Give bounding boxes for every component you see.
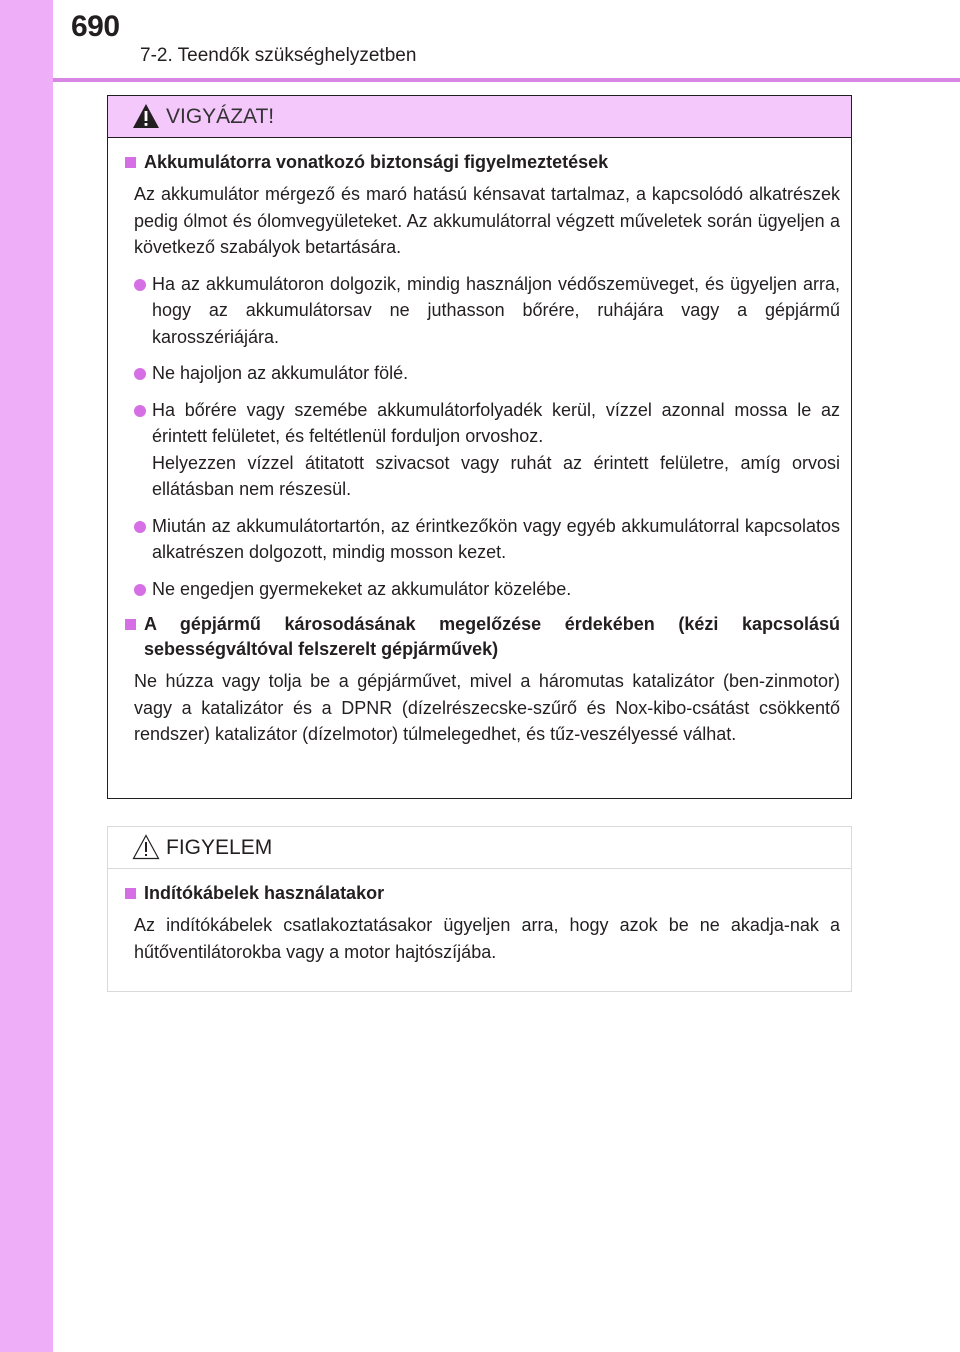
round-bullet-icon (134, 368, 146, 380)
round-bullet-icon (134, 405, 146, 417)
section-heading-text: A gépjármű károsodásának megelőzése érdekében (kézi kapcsolású sebességváltóval felszerelt gépjárművek) (144, 614, 840, 659)
notice-box-title: FIGYELEM (166, 836, 273, 859)
page-number: 690 (71, 10, 120, 43)
bullet-item (119, 397, 840, 503)
section-heading (119, 612, 840, 662)
section-intro: Az akkumulátor mérgező és maró hatású kénsavat tartalmaz, a kapcsolódó alkatrészek pedig ólmot és ólomvegyületeket. Az akkumulátorral végzett műveletek során ügyeljen a következő szabályok betartására. (134, 184, 840, 257)
bullet-item (119, 576, 840, 603)
round-bullet-icon (134, 584, 146, 596)
bullet-text: Helyezzen vízzel átitatott szivacsot vagy ruhát az érintett felületre, amíg orvosi ellátásban nem részesül. (152, 452, 840, 499)
warning-triangle-icon (132, 103, 160, 129)
section-text: Ne húzza vagy tolja be a gépjárművet, mivel a háromutas katalizátor (ben-zinmotor) vagy a katalizátor és a DPNR (dízelrészecske-szűrő és Nox-kibo-csátást csökkentő rendszer) katalizátor (dízelmotor) túlmelegedhet, és tűz-veszélyessé válhat. (134, 671, 840, 744)
notice-box (107, 826, 852, 992)
bullet-text: Ne hajoljon az akkumulátor fölé. (152, 363, 409, 383)
bullet-item (119, 513, 840, 566)
bullet-text: Ne engedjen gyermekeket az akkumulátor közelébe. (152, 578, 572, 599)
round-bullet-icon (134, 279, 146, 291)
round-bullet-icon (134, 521, 146, 533)
header-divider (53, 78, 960, 82)
bullet-text: Miután az akkumulátortartón, az érintkezőkön vagy egyéb akkumulátorral kapcsolatos alkatrészen dolgozott, mindig mosson kezet. (152, 515, 840, 562)
warning-box (107, 95, 852, 799)
warning-box-header (108, 96, 851, 138)
section-heading-text: Akkumulátorra vonatkozó biztonsági figyelmeztetések (144, 152, 609, 172)
warning-box-title: VIGYÁZAT! (166, 105, 275, 128)
side-tab-strip (0, 0, 53, 1352)
warning-box-body (108, 138, 851, 748)
bullet-text: Ha az akkumulátoron dolgozik, mindig használjon védőszemüveget, és ügyeljen arra, hogy az akkumulátorsav ne juthasson bőrére, ruhájára vagy a gépjármű karosszériájára. (152, 273, 840, 347)
bullet-item (119, 360, 840, 387)
notice-box-body (108, 869, 851, 965)
square-bullet-icon (125, 619, 136, 630)
bullet-item (119, 271, 840, 351)
section-heading-text: Indítókábelek használatakor (144, 883, 385, 903)
section-title: 7-2. Teendők szükséghelyzetben (140, 45, 417, 66)
section-text: Az indítókábelek csatlakoztatásakor ügyeljen arra, hogy azok be ne akadja-nak a hűtőventilátorokba vagy a motor hajtószíjába. (134, 915, 840, 962)
warning-triangle-outline-icon (132, 834, 160, 860)
square-bullet-icon (125, 888, 136, 899)
section-heading (119, 150, 840, 175)
square-bullet-icon (125, 157, 136, 168)
bullet-text: Ha bőrére vagy szemébe akkumulátorfolyadék kerül, vízzel azonnal mossa le az érintett felületet, és feltétlenül forduljon orvoshoz. (152, 399, 840, 446)
notice-box-header (108, 827, 851, 869)
section-heading (119, 881, 840, 906)
